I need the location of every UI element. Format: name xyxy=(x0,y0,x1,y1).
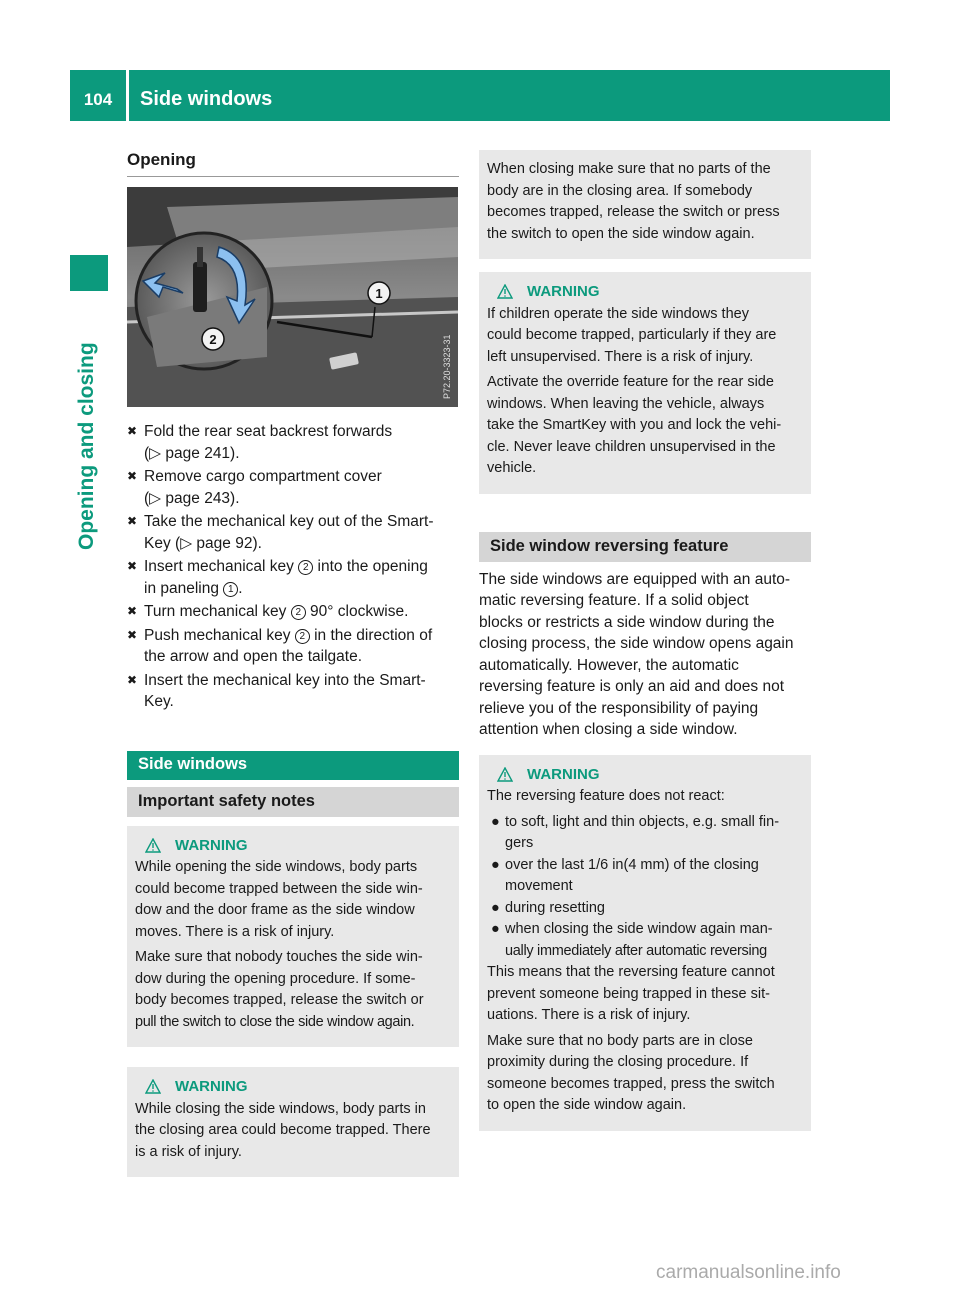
chapter-label: Opening and closing xyxy=(75,342,98,550)
step-text: Push mechanical key xyxy=(144,626,295,644)
warning-header xyxy=(487,764,803,786)
step-item xyxy=(127,466,459,509)
step-text: into the opening xyxy=(313,558,428,575)
step-item xyxy=(127,625,459,668)
warning-paragraph: If children operate the side windows they could become trapped, particularly if they are left unsupervised. There is a risk of injury. xyxy=(487,305,777,365)
step-text: Key ( xyxy=(144,534,181,552)
warning-paragraph: Make sure that nobody touches the side win- dow during the opening procedure. If some- body becomes trapped, release the switch or pull the switch to close the side window again. xyxy=(135,949,424,1030)
step-text: in paneling xyxy=(144,579,224,597)
step-arrow-icon: ✖ xyxy=(127,627,138,642)
list-item: ● during resetting xyxy=(487,898,803,920)
page-ref-arrow-icon: ▷ xyxy=(149,489,162,507)
step-text: Remove cargo compartment cover xyxy=(144,468,382,485)
bullet-icon: ● xyxy=(491,899,500,916)
warning-label: WARNING xyxy=(175,1078,248,1095)
step-arrow-icon: ✖ xyxy=(127,514,138,528)
step-item xyxy=(127,601,459,623)
step-text: the arrow and open the tailgate. xyxy=(144,648,363,665)
warning-paragraph: Activate the override feature for the rear side windows. When leaving the vehicle, always take the SmartKey with you and lock the vehi- cle. Never leave children unsupervised in the vehicle. xyxy=(487,374,782,476)
warning-header xyxy=(135,835,451,857)
bullet-icon: ● xyxy=(491,813,500,830)
step-text: Insert the mechanical key into the Smart- xyxy=(144,671,426,689)
step-text: ( xyxy=(144,489,150,507)
warning-paragraph: The reversing feature does not react: xyxy=(487,788,725,804)
page-title: Side windows xyxy=(140,88,273,110)
step-text: . xyxy=(238,579,243,597)
callout-ref-1: 1 xyxy=(223,582,238,597)
callout-ref-2: 2 xyxy=(291,605,306,620)
note-paragraph: When closing make sure that no parts of the body are in the closing area. If somebody becomes trapped, release the switch or press the switch to open the side window again. xyxy=(487,161,780,242)
step-text: ( xyxy=(144,444,150,462)
step-text: Turn mechanical key xyxy=(144,603,291,620)
tailgate-key-illustration xyxy=(127,187,458,407)
bullet-icon: ● xyxy=(491,921,500,937)
step-arrow-icon: ✖ xyxy=(127,672,138,687)
page-number: 104 xyxy=(83,90,113,109)
step-text: Insert mechanical key xyxy=(144,558,299,575)
figure-code: P72.20-3323-31 xyxy=(442,334,452,399)
callout-2: 2 xyxy=(209,332,217,347)
closing-note-box xyxy=(479,150,811,259)
step-text: Take the mechanical key out of the Smart- xyxy=(144,513,434,530)
warning-header xyxy=(487,281,803,303)
step-item xyxy=(127,421,459,464)
warning-box-opening xyxy=(127,826,459,1048)
list-item: ● when closing the side window again man- ually immediately after automatic reversing xyxy=(491,921,773,959)
step-text: Fold the rear seat backrest forwards xyxy=(144,423,393,440)
page-reference[interactable]: page 243). xyxy=(165,489,240,507)
step-arrow-icon: ✖ xyxy=(127,604,138,618)
warning-paragraph: Make sure that no body parts are in close proximity during the closing procedure. If someone becomes trapped, press the switch to open the side window again. xyxy=(487,1032,775,1113)
warning-label: WARNING xyxy=(527,283,600,300)
warning-triangle-icon xyxy=(497,767,513,782)
step-text: in the direction of xyxy=(309,626,433,644)
warning-box-closing xyxy=(127,1067,459,1177)
warning-label: WARNING xyxy=(175,836,248,854)
bullet-icon: ● xyxy=(491,856,500,873)
side-windows-band: Side windows xyxy=(127,751,459,780)
watermark: carmanualsonline.info xyxy=(656,1262,841,1283)
warning-box-children xyxy=(479,272,811,494)
page-ref-arrow-icon: ▷ xyxy=(149,444,162,462)
warning-triangle-icon xyxy=(497,284,513,299)
list-item: ● over the last 1/6 in(4 mm) of the closing movement xyxy=(491,856,759,894)
list-item: ● to soft, light and thin objects, e.g. small fin- gers xyxy=(491,813,780,851)
warning-triangle-icon xyxy=(145,838,161,853)
tailgate-illustration-graphic xyxy=(127,187,458,407)
right-column xyxy=(479,150,811,1131)
step-item xyxy=(127,511,459,554)
opening-steps xyxy=(127,421,459,713)
warning-paragraph: This means that the reversing feature cannot prevent someone being trapped in these sit- uations. There is a risk of injury. xyxy=(487,964,775,1023)
reversing-exceptions-list xyxy=(487,812,803,963)
header-divider xyxy=(126,70,129,121)
reversing-description: The side windows are equipped with an auto- matic reversing feature. If a solid object blocks or restricts a side window during the closing process, the side window opens again automatically. However, the automatic reversing feature is only an aid and does not relieve you of the responsibility of paying attention when closing a side window. xyxy=(479,570,794,738)
warning-triangle-icon xyxy=(145,1079,161,1094)
step-item xyxy=(127,670,459,713)
safety-notes-band: Important safety notes xyxy=(127,787,459,817)
left-column xyxy=(127,150,459,1177)
step-arrow-icon: ✖ xyxy=(127,559,138,573)
page-ref-arrow-icon: ▷ xyxy=(180,534,193,552)
warning-paragraph: While closing the side windows, body parts in the closing area could become trapped. There is a risk of injury. xyxy=(135,1100,431,1160)
opening-heading: Opening xyxy=(127,150,459,177)
step-arrow-icon: ✖ xyxy=(127,424,138,438)
page-reference[interactable]: page 92). xyxy=(196,534,262,552)
callout-ref-2: 2 xyxy=(295,629,310,644)
callout-ref-2: 2 xyxy=(298,560,313,575)
callout-1: 1 xyxy=(375,286,383,301)
step-arrow-icon: ✖ xyxy=(127,469,138,483)
warning-header xyxy=(135,1076,451,1098)
step-item xyxy=(127,556,459,599)
warning-box-reversing xyxy=(479,755,811,1131)
warning-label: WARNING xyxy=(527,765,600,783)
step-text: 90° clockwise. xyxy=(305,603,409,620)
warning-paragraph: While opening the side windows, body parts could become trapped between the side win- dow and the door frame as the side window moves. There is a risk of injury. xyxy=(135,859,423,940)
step-text: Key. xyxy=(144,693,174,710)
reversing-feature-band: Side window reversing feature xyxy=(479,532,811,562)
page-reference[interactable]: page 241). xyxy=(165,444,240,462)
